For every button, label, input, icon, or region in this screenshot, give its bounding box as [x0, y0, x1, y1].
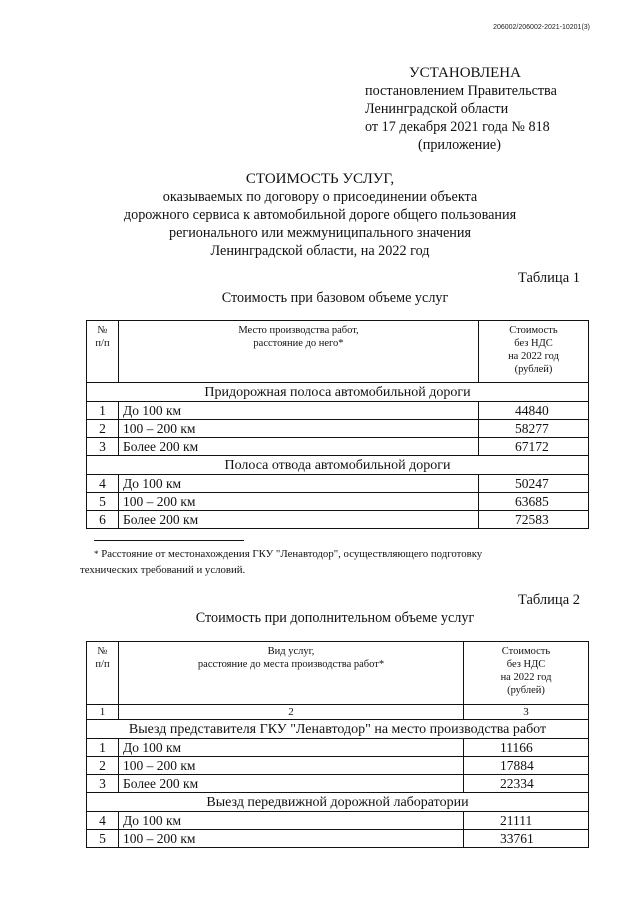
section-title: Выезд передвижной дорожной лаборатории	[87, 793, 589, 812]
approval-line: постановлением Правительства	[365, 83, 557, 99]
footnote-star: *	[94, 549, 99, 559]
approval-stamp	[365, 64, 565, 154]
approval-line: от 17 декабря 2021 года № 818	[365, 119, 550, 135]
title-line: дорожного сервиса к автомобильной дороге общего пользования	[123, 207, 517, 223]
table2-number: Таблица 2	[517, 592, 580, 608]
header-number: № п/п	[87, 321, 119, 383]
footnote	[80, 546, 594, 578]
title-line: регионального или межмуниципального значения	[168, 225, 471, 241]
table1-number: Таблица 1	[517, 270, 580, 286]
approval-heading: УСТАНОВЛЕНА	[409, 65, 521, 81]
approval-line: (приложение)	[418, 137, 501, 153]
table-row: 5 100 – 200 км 33761	[87, 830, 589, 848]
index-row: 1 2 3	[87, 705, 589, 720]
table2-header-row	[87, 642, 589, 705]
approval-line: Ленинградской области	[365, 101, 509, 117]
table2-caption: Стоимость при дополнительном объеме услуг	[195, 610, 475, 626]
table-row: 3 Более 200 км 22334	[87, 775, 589, 793]
table-row: 4 До 100 км 21111	[87, 812, 589, 830]
table1-header-row	[87, 321, 589, 383]
table2	[86, 641, 589, 848]
title-line: Ленинградской области, на 2022 год	[210, 243, 430, 259]
table-row: 2 100 – 200 км 17884	[87, 757, 589, 775]
header-number: № п/п	[87, 642, 119, 705]
section-title: Полоса отвода автомобильной дороги	[87, 456, 589, 475]
header-cost: Стоимость без НДС на 2022 год (рублей)	[464, 642, 589, 705]
title-line: оказываемых по договору о присоединении объекта	[162, 189, 478, 205]
table-row: 5 100 – 200 км 63685	[87, 493, 589, 511]
table1-caption: Стоимость при базовом объеме услуг	[221, 290, 449, 306]
footnote-text: Расстояние от местонахождения ГКУ "Ленавтодор", осуществляющего подготовку	[101, 548, 483, 560]
table-row: 2 100 – 200 км 58277	[87, 420, 589, 438]
table1	[86, 320, 589, 529]
section-title: Придорожная полоса автомобильной дороги	[87, 383, 589, 402]
table-row: 3 Более 200 км 67172	[87, 438, 589, 456]
table-row: 1 До 100 км 44840	[87, 402, 589, 420]
document-title	[0, 170, 640, 260]
footnote-text-cont: технических требований и условий.	[80, 564, 246, 576]
table-row: 4 До 100 км 50247	[87, 475, 589, 493]
document-code: 206002/206002-2021-10201(3)	[493, 24, 590, 31]
section-title: Выезд представителя ГКУ "Ленавтодор" на место производства работ	[87, 720, 589, 739]
header-cost: Стоимость без НДС на 2022 год (рублей)	[479, 321, 589, 383]
footnote-divider	[94, 540, 244, 541]
header-place: Место производства работ, расстояние до него*	[119, 321, 479, 383]
header-service: Вид услуг, расстояние до места производства работ*	[119, 642, 464, 705]
table-row: 6 Более 200 км 72583	[87, 511, 589, 529]
title-main: СТОИМОСТЬ УСЛУГ,	[245, 171, 395, 187]
table-row: 1 До 100 км 11166	[87, 739, 589, 757]
